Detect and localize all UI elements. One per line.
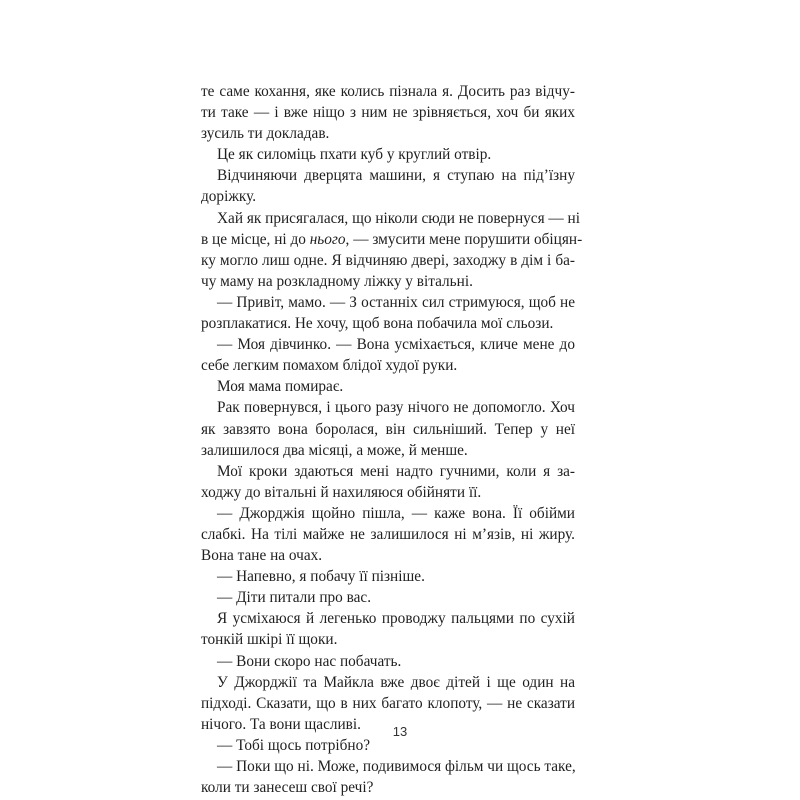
text-line: Це як силоміць пхати куб у круглий отвір. — [217, 146, 492, 164]
text-line: ку могло лиш одне. Я відчиняю двері, заходжу в дім і ба- — [201, 251, 575, 269]
text-line: — Тобі щось потрібно? — [217, 736, 371, 754]
text-line: залишилося два місяці, а може, й менше. — [201, 441, 468, 459]
text-line: слабкі. На тілі майже не залишилося ні м’язів, ні жиру. — [201, 525, 575, 543]
text-line: в це місце, ні до нього, — змусити мене порушити обіцян- — [201, 230, 583, 248]
text-line: Хай як присягалася, що ніколи сюди не повернуся — ні — [217, 209, 580, 227]
text-line: коли ти занесеш свої речі? — [201, 779, 374, 797]
page-number: 13 — [392, 724, 408, 739]
text-line: — Моя дівчинко. — Вона усміхається, кличе мене до — [217, 336, 575, 354]
text-line: себе легким помахом блідої худої руки. — [201, 357, 458, 375]
text-line: ти таке — і вже ніщо з ним не зрівняється, хоч би яких — [201, 104, 575, 122]
text-line: — Привіт, мамо. — З останніх сил стримуюся, щоб не — [217, 293, 575, 311]
text-line: Рак повернувся, і цього разу нічого не допомогло. Хоч — [217, 399, 575, 417]
text-line: підході. Сказати, що в них багато клопоту, — не сказати — [201, 694, 575, 712]
text-line: Я усміхаюся й легенько проводжу пальцями по сухій — [217, 610, 575, 628]
text-line: Мої кроки здаються мені надто гучними, коли я за- — [217, 462, 575, 480]
text-line: Вона тане на очах. — [201, 547, 323, 565]
text-line: розплакатися. Не хочу, щоб вона побачила мої сльози. — [201, 315, 554, 333]
text-line: У Джорджії та Майкла вже двоє дітей і ще один на — [217, 673, 575, 691]
text-line: ходжу до вітальні й нахиляюся обійняти її. — [201, 483, 482, 501]
text-line: зусиль ти докладав. — [201, 125, 330, 143]
text-line: Відчиняючи дверцята машини, я ступаю на під’їзну — [217, 167, 575, 185]
text-line: чу маму на розкладному ліжку у вітальні. — [201, 272, 473, 290]
text-line: — Поки що ні. Може, подивимося фільм чи щось таке, — [217, 758, 576, 775]
text-line: доріжку. — [201, 188, 257, 206]
text-line: — Джорджія щойно пішла, — каже вона. Її обійми — [217, 504, 575, 522]
text-line: — Діти питали про вас. — [217, 589, 372, 607]
text-line: — Напевно, я побачу її пізніше. — [217, 568, 425, 586]
text-line: тонкій шкірі її щоки. — [201, 631, 338, 649]
text-line: — Вони скоро нас побачать. — [217, 652, 402, 670]
emphasis-text: нього — [309, 230, 346, 248]
body-text — [201, 81, 583, 798]
text-line: як завзято вона боролася, він сильніший. Тепер у неї — [201, 420, 575, 438]
text-line: Моя мама помирає. — [217, 378, 344, 396]
text-line: нічого. Та вони щасливі. — [201, 715, 361, 733]
text-line: те саме кохання, яке колись пізнала я. Досить раз відчу- — [201, 83, 575, 100]
